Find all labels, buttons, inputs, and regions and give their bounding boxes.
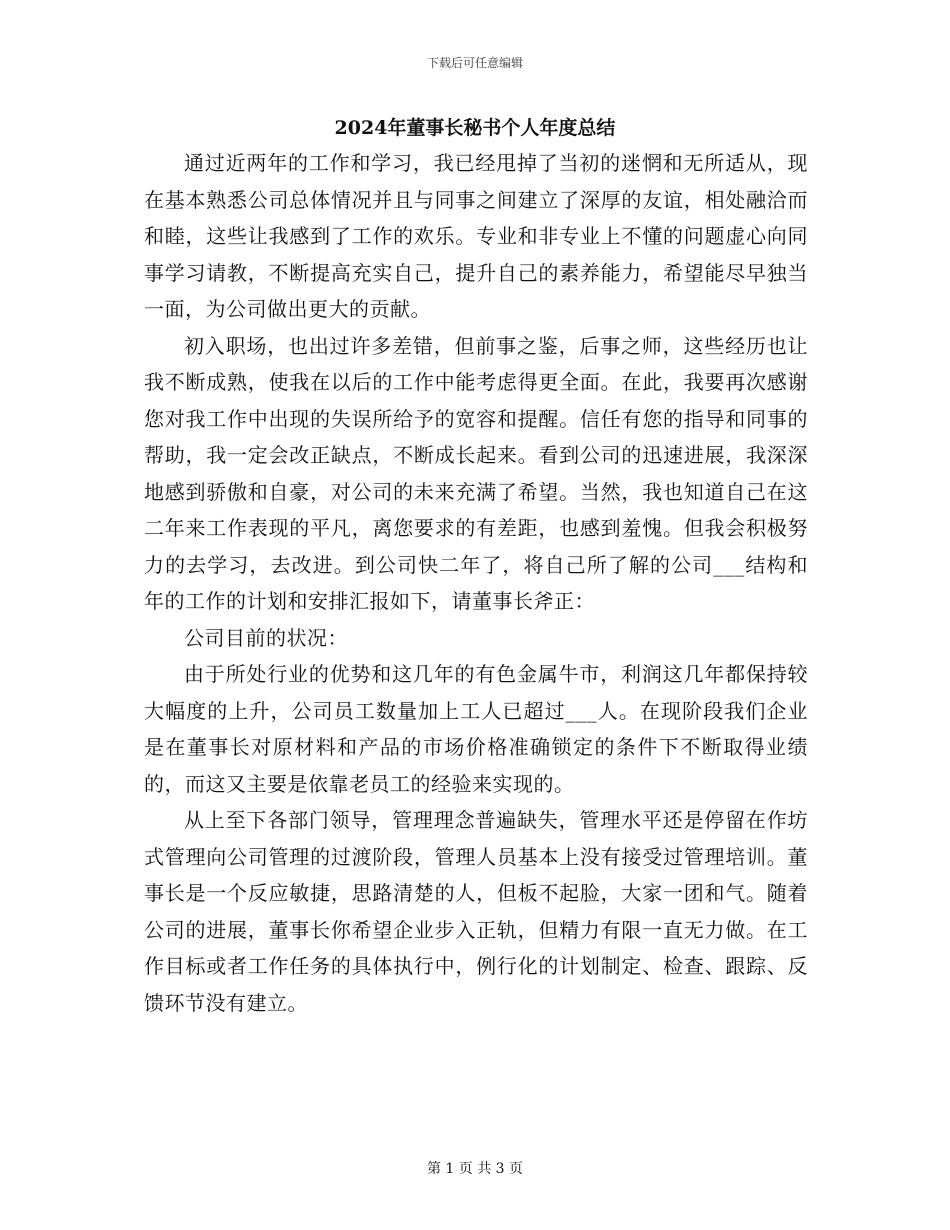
- paragraph-1: 通过近两年的工作和学习，我已经甩掉了当初的迷惘和无所适从，现在基本熟悉公司总体情况并且与同事之间建立了深厚的友谊，相处融洽而和睦，这些让我感到了工作的欢乐。专业和非专业上不懂的问题虚心向同事学习请教，不断提高充实自己，提升自己的素养能力，希望能尽早独当一面，为公司做出更大的贡献。: [144, 151, 808, 321]
- paragraph-5: 从上至下各部门领导，管理理念普遍缺失，管理水平还是停留在作坊式管理向公司管理的过渡阶段，管理人员基本上没有接受过管理培训。董事长是一个反应敏捷，思路清楚的人，但板不起脸，大家一团和气。随着公司的进展，董事长你希望企业步入正轨，但精力有限一直无力做。在工作目标或者工作任务的具体执行中，例行化的计划制定、检查、跟踪、反馈环节没有建立。: [144, 808, 808, 1015]
- paragraph-3-heading: 公司目前的状况：: [184, 625, 348, 650]
- document-title: 2024年董事长秘书个人年度总结: [334, 117, 616, 139]
- paragraph-2: 初入职场，也出过许多差错，但前事之鉴，后事之师，这些经历也让我不断成熟，使我在以后的工作中能考虑得更全面。在此，我要再次感谢您对我工作中出现的失误所给予的宽容和提醒。信任有您的指导和同事的帮助，我一定会改正缺点，不断成长起来。看到公司的迅速进展，我深深地感到骄傲和自豪，对公司的未来充满了希望。当然，我也知道自己在这二年来工作表现的平凡，离您要求的有差距，也感到羞愧。但我会积极努力的去学习，去改进。到公司快二年了，将自己所了解的公司___结构和年的工作的计划和安排汇报如下，请董事长斧正：: [144, 333, 808, 613]
- document-body: [144, 145, 808, 1021]
- paragraph-4: 由于所处行业的优势和这几年的有色金属牛市，利润这几年都保持较大幅度的上升，公司员工数量加上工人已超过___人。在现阶段我们企业是在董事长对原材料和产品的市场价格准确锁定的条件下不断取得业绩的，而这又主要是依靠老员工的经验来实现的。: [144, 662, 808, 796]
- page-number-footer: 第 1 页 共 3 页: [426, 1161, 524, 1177]
- page-header-note: 下载后可任意编辑: [426, 56, 523, 70]
